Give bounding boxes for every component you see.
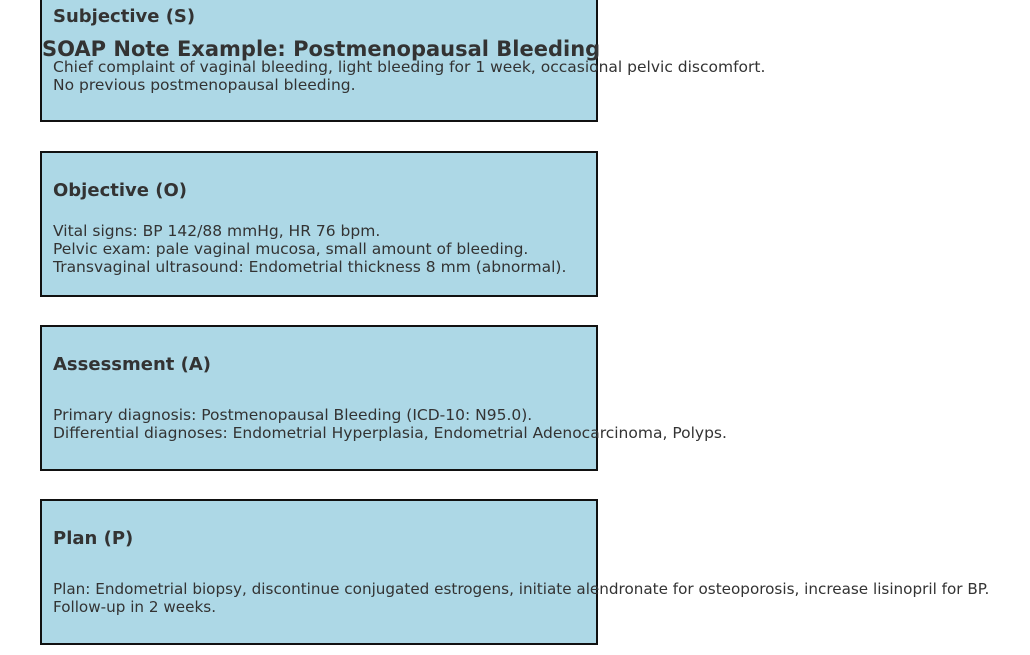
- objective-text: [53, 222, 566, 276]
- objective-line: Transvaginal ultrasound: Endometrial thickness 8 mm (abnormal).: [53, 258, 567, 276]
- plan-box: [40, 499, 598, 645]
- objective-line: Pelvic exam: pale vaginal mucosa, small amount of bleeding.: [53, 240, 529, 258]
- plan-text: [53, 580, 989, 616]
- page-title: SOAP Note Example: Postmenopausal Bleeding: [42, 37, 601, 61]
- assessment-line: Primary diagnosis: Postmenopausal Bleeding (ICD-10: N95.0).: [53, 406, 533, 424]
- plan-heading: Plan (P): [53, 528, 134, 549]
- assessment-text: [53, 406, 727, 442]
- subjective-heading: Subjective (S): [53, 6, 196, 27]
- plan-line: Plan: Endometrial biopsy, discontinue conjugated estrogens, initiate alendronate for osteoporosis, increase lisinopril for BP.: [53, 580, 990, 598]
- subjective-line: Chief complaint of vaginal bleeding, light bleeding for 1 week, occasional pelvic discomfort.: [53, 58, 766, 76]
- objective-heading: Objective (O): [53, 180, 187, 201]
- plan-line: Follow-up in 2 weeks.: [53, 598, 217, 616]
- subjective-line: No previous postmenopausal bleeding.: [53, 76, 356, 94]
- objective-line: Vital signs: BP 142/88 mmHg, HR 76 bpm.: [53, 222, 381, 240]
- assessment-line: Differential diagnoses: Endometrial Hyperplasia, Endometrial Adenocarcinoma, Polyps.: [53, 424, 727, 442]
- assessment-heading: Assessment (A): [53, 354, 212, 375]
- assessment-box: [40, 325, 598, 471]
- subjective-text: [53, 58, 765, 94]
